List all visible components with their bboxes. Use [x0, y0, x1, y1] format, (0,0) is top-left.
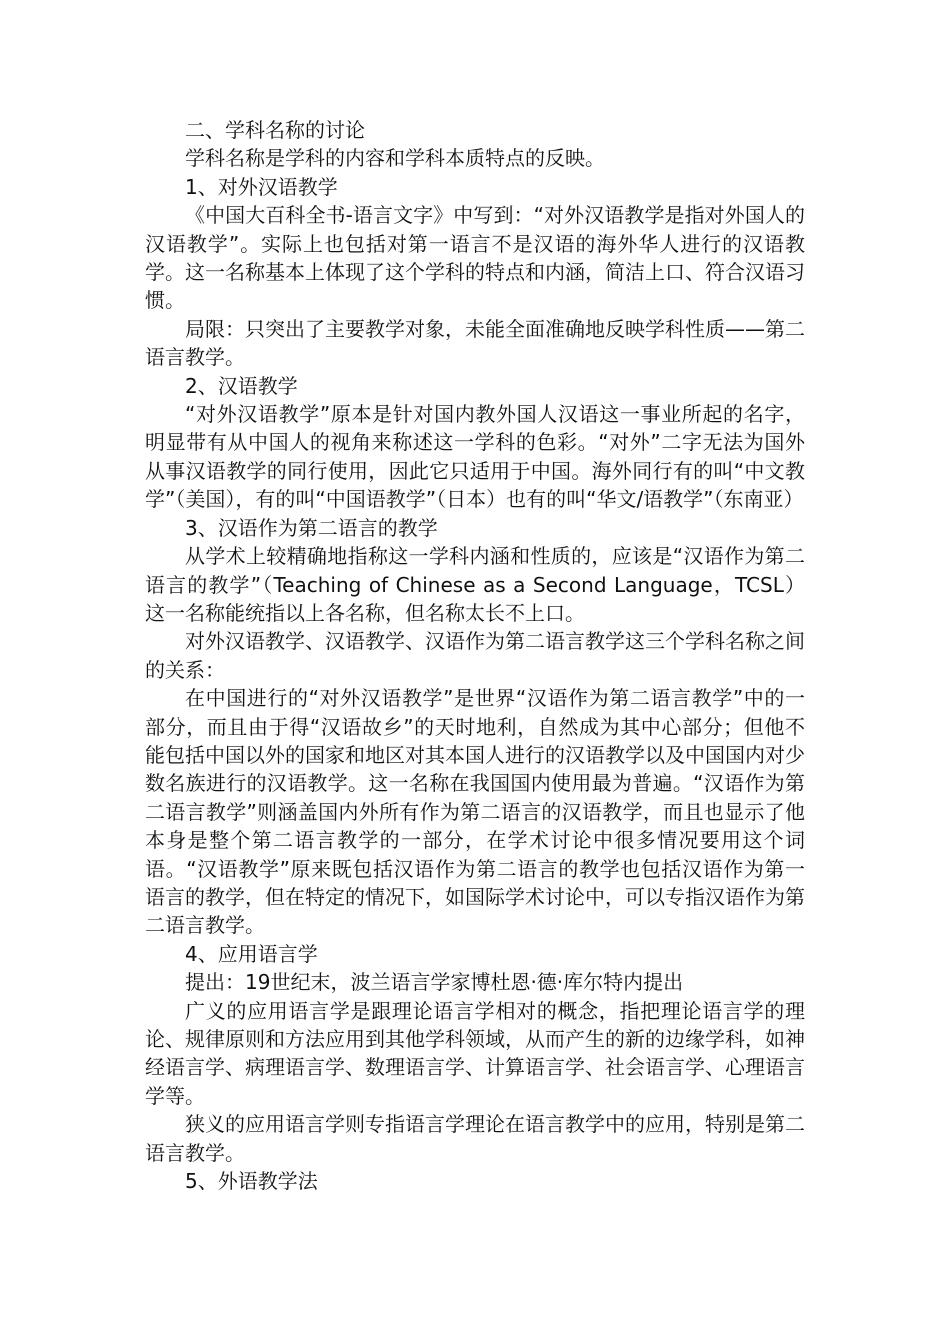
paragraph: 局限：只突出了主要教学对象，未能全面准确地反映学科性质——第二语言教学。 — [145, 316, 805, 370]
subsection-heading: 2、汉语教学 — [185, 373, 298, 398]
subsection-heading: 5、外语教学法 — [185, 1169, 318, 1194]
paragraph: 狭义的应用语言学则专指语言学理论在语言教学中的应用，特别是第二语言教学。 — [145, 1112, 805, 1165]
paragraph: 对外汉语教学、汉语教学、汉语作为第二语言教学这三个学科名称之间的关系： — [145, 629, 805, 682]
paragraph: 从学术上较精确地指称这一学科内涵和性质的，应该是“汉语作为第二语言的教学”（Teaching of Chinese as a Second Language，TCSL）这一名称能统指以上各名称，但名称太长不上口。 — [145, 544, 805, 625]
subsection-heading: 3、汉语作为第二语言的教学 — [185, 515, 438, 540]
paragraph: 提出：19世纪末，波兰语言学家博杜恩·德·库尔特内提出 — [185, 970, 684, 995]
paragraph: 《中国大百科全书-语言文字》中写到：“对外汉语教学是指对外国人的汉语教学”。实际上也包括对第一语言不是汉语的海外华人进行的汉语教学。这一名称基本上体现了这个学科的特点和内涵，简洁上口、符合汉语习惯。 — [145, 203, 805, 313]
paragraph: 广义的应用语言学是跟理论语言学相对的概念，指把理论语言学的理论、规律原则和方法应用到其他学科领域，从而产生的新的边缘学科，如神经语言学、病理语言学、数理语言学、计算语言学、社会语言学、心理语言学等。 — [145, 998, 805, 1108]
paragraph: 学科名称是学科的内容和学科本质特点的反映。 — [185, 146, 605, 171]
subsection-heading: 1、对外汉语教学 — [185, 174, 338, 199]
paragraph: “对外汉语教学”原本是针对国内教外国人汉语这一事业所起的名字，明显带有从中国人的视角来称述这一学科的色彩。“对外”二字无法为国外从事汉语教学的同行使用，因此它只适用于中国。海外同行有的叫“中文教学”（美国），有的叫“中国语教学”（日本）也有的叫“华文/语教学”（东南亚） — [145, 402, 805, 512]
paragraph: 在中国进行的“对外汉语教学”是世界“汉语作为第二语言教学”中的一部分，而且由于得“汉语故乡”的天时地利，自然成为其中心部分；但他不能包括中国以外的国家和地区对其本国人进行的汉语教学以及中国国内对少数名族进行的汉语教学。这一名称在我国国内使用最为普遍。“汉语作为第二语言教学”则涵盖国内外所有作为第二语言的汉语教学，而且也显示了他本身是整个第二语言教学的一部分，在学术讨论中很多情况要用这个词语。“汉语教学”原来既包括汉语作为第二语言的教学也包括汉语作为第一语言的教学，但在特定的情况下，如国际学术讨论中，可以专指汉语作为第二语言教学。 — [145, 686, 805, 938]
section-heading: 二、学科名称的讨论 — [185, 118, 365, 142]
document-body — [145, 116, 805, 1195]
subsection-heading: 4、应用语言学 — [185, 941, 318, 966]
